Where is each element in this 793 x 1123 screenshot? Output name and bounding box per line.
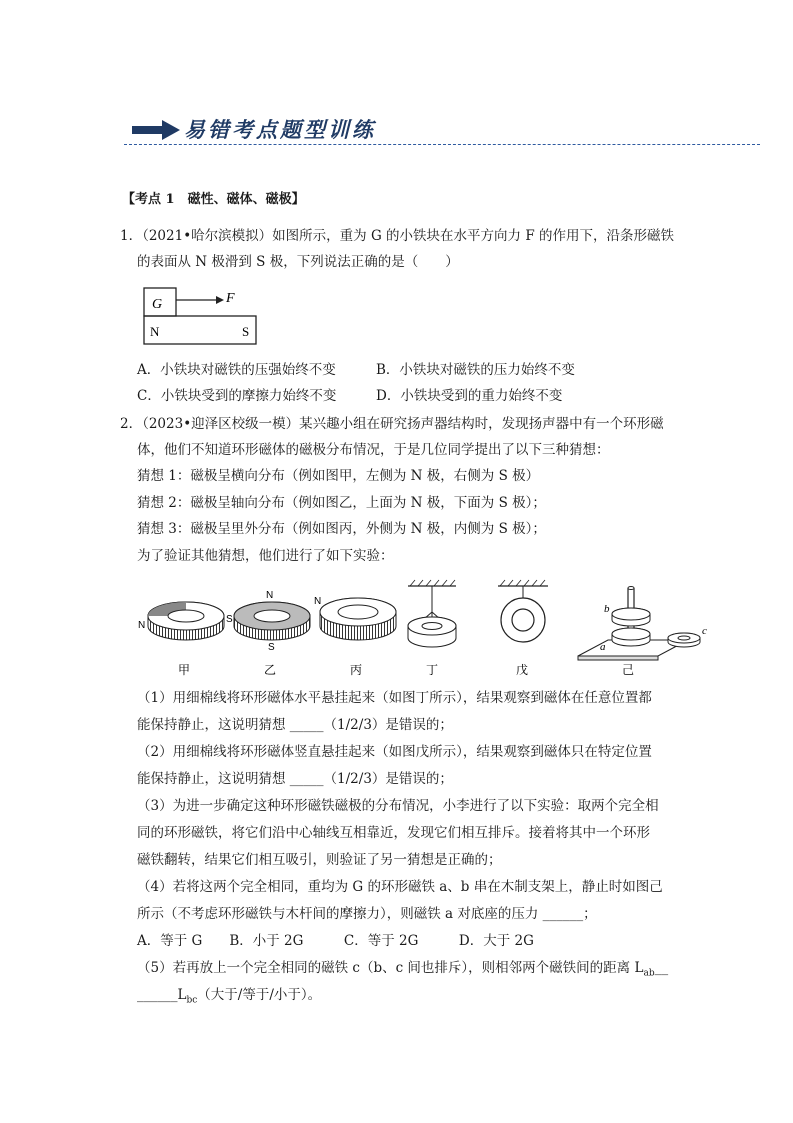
arrow-right-icon [132,120,180,140]
q2-guess1: 猜想 1：磁极呈横向分布（例如图甲，左侧为 N 极，右侧为 S 极） [137,468,540,484]
q2-part5-text-a: （5）若再放上一个完全相同的磁铁 c（b、c 间也排斥），则相邻两个磁铁间的距离 L [137,960,644,976]
q2-part4-line2: 所示（不考虑环形磁铁与木杆间的摩擦力），则磁铁 a 对底座的压力 ______； [137,906,597,922]
q2-guess2: 猜想 2：磁极呈轴向分布（例如图乙，上面为 N 极，下面为 S 极）； [137,495,546,511]
ring-magnet-jia [138,602,233,677]
q1-option-d: D．小铁块受到的重力始终不变 [376,388,563,404]
subscript-ab: ab [643,968,655,979]
section-banner [124,110,764,150]
caption-jia: 甲 [178,663,191,677]
yi-s-label: S [268,642,275,653]
label-b: b [604,603,610,615]
hanging-horizontal-magnet [408,580,456,677]
bing-n-label: N [314,596,322,607]
q2-guess3: 猜想 3：磁极呈里外分布（例如图丙，外侧为 N 极，内侧为 S 极）； [137,521,546,537]
q1-option-b: B．小铁块对磁铁的压力始终不变 [376,362,575,378]
q1-south-label: S [242,324,250,339]
q2-part1-line2: 能保持静止，这说明猜想 _____（1/2/3）是错误的； [137,717,453,733]
q2-part3-line3: 磁铁翻转，结果它们相互吸引，则验证了另一猜想是正确的； [137,852,502,868]
caption-wu: 戊 [516,663,529,677]
banner-divider [124,144,760,145]
q1-block-label: G [152,297,163,312]
q2-part5-blank-a: __ [654,960,669,976]
q1-magnet-figure [142,286,262,346]
ring-magnet-yi [234,590,310,677]
q2-part3-line1: （3）为进一步确定这种环形磁铁磁极的分布情况，小李进行了以下实验：取两个完全相 [137,798,659,814]
q2-part5-blank-b: ______L [137,987,187,1003]
q1-stem-line2: 的表面从 N 极滑到 S 极，下列说法正确的是（ ） [137,254,459,270]
q2-part2-line1: （2）用细棉线将环形磁体竖直悬挂起来（如图戊所示），结果观察到磁体只在特定位置 [137,744,652,760]
q2-part5-text-b: （大于/等于/小于）。 [197,987,322,1003]
q2-part2-line2: 能保持静止，这说明猜想 _____（1/2/3）是错误的； [137,771,453,787]
yi-n-label: N [266,590,274,601]
caption-yi: 乙 [264,663,277,677]
q2-part4-options: A．等于 G B．小于 2G C．等于 2G D．大于 2G [137,933,534,949]
q1-north-label: N [150,324,160,339]
q2-stem-line2: 体，他们不知道环形磁体的磁极分布情况，于是几位同学提出了以下三种猜想： [137,442,610,458]
caption-ding: 丁 [426,663,439,677]
q2-part3-line2: 同的环形磁铁，将它们沿中心轴线互相靠近，发现它们相互排斥。接着将其中一个环形 [137,825,650,841]
q1-stem-line1: 1．（2021•哈尔滨模拟）如图所示，重为 G 的小铁块在水平方向力 F 的作用下，沿条形磁铁 [120,228,674,244]
caption-ji: 己 [622,663,635,677]
jia-s-label: S [226,614,233,625]
banner-title: 易错考点题型训练 [184,117,376,142]
q1-option-c: C．小铁块受到的摩擦力始终不变 [137,388,337,404]
jia-n-label: N [138,620,146,631]
label-a: a [600,641,606,653]
section-heading: 【考点 1 磁性、磁体、磁极】 [122,192,305,207]
label-c: c [702,625,707,637]
q2-part5-line2 [137,987,321,1009]
q2-part1-line1: （1）用细棉线将环形磁体水平悬挂起来（如图丁所示），结果观察到磁体在任意位置都 [137,690,652,706]
ring-magnet-bing [314,596,396,677]
q2-stem-line1: 2．（2023•迎泽区校级一模）某兴趣小组在研究扬声器结构时，发现扬声器中有一个环形磁 [120,416,664,432]
q2-part4-line1: （4）若将这两个完全相同，重均为 G 的环形磁铁 a、b 串在木制支架上，静止时如图己 [137,879,663,895]
q2-ring-magnets-figure [138,578,718,678]
q1-option-a: A．小铁块对磁铁的压强始终不变 [137,362,336,378]
q2-part5-line1 [137,960,668,982]
subscript-bc: bc [186,995,198,1006]
hanging-vertical-magnet [498,580,548,677]
q1-force-label: F [226,291,235,306]
stand-with-ring-magnets [578,587,707,678]
caption-bing: 丙 [350,663,363,677]
q2-intro: 为了验证其他猜想，他们进行了如下实验： [137,548,394,564]
